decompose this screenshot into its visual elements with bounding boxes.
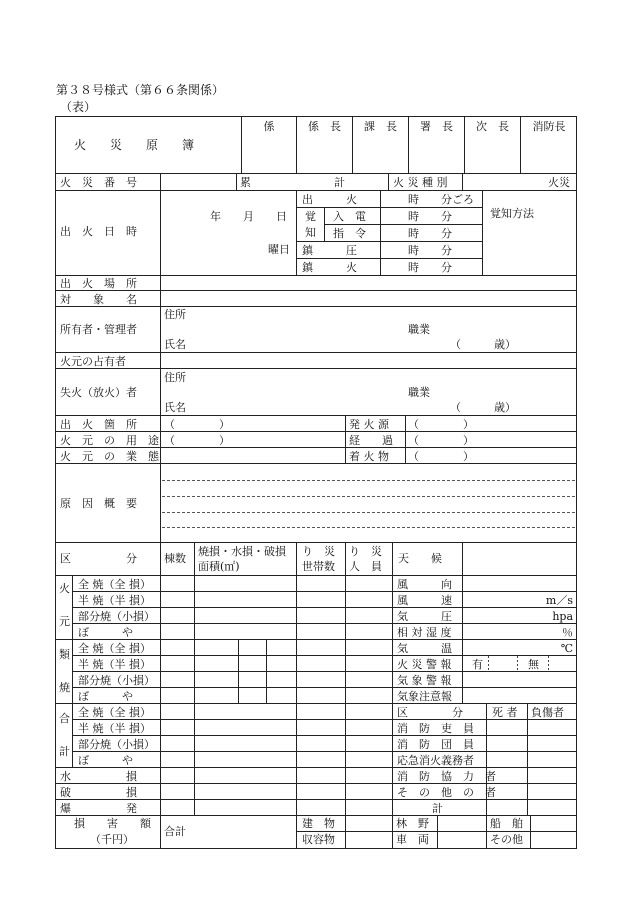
- damage-person-header-2: 人 員: [349, 560, 382, 573]
- sub-partial-1: 部分焼（小損）: [78, 610, 155, 623]
- casualty-row-staff: 消 防 吏 員: [397, 722, 474, 735]
- kakuchi-2: 知: [305, 226, 316, 239]
- casualty-row-corps: 消 防 団 員: [397, 738, 474, 751]
- approval-kacho: 課 長: [364, 120, 397, 133]
- group-origin-2: 元: [59, 615, 70, 628]
- owner-address-label: 住所: [164, 308, 186, 321]
- sub-half-3: 半 焼（半 損）: [78, 722, 151, 735]
- casualty-row-other: そ の 他 の 者: [397, 786, 496, 799]
- event-dispatch: 指 令: [333, 227, 366, 240]
- loss-contents-label: 収容物: [302, 833, 335, 846]
- owner-age: （ 歳）: [450, 338, 516, 351]
- sub-boya-1: ぼ や: [78, 626, 133, 639]
- ignition-weekday: 曜日: [268, 243, 290, 256]
- owner-job-label: 職業: [408, 323, 430, 336]
- loss-vehicle-label: 車 両: [396, 833, 429, 846]
- ignition-source-label: 発 火 源: [349, 418, 389, 431]
- unit-pressure: hpa: [552, 610, 573, 623]
- casualty-injured-header: 負傷者: [531, 706, 564, 719]
- ignition-date: 年 月 日: [210, 210, 287, 223]
- culprit-age: （ 歳）: [450, 401, 516, 414]
- culprit-name-label: 氏名: [164, 401, 186, 414]
- cause-label: 原 因 概 要: [60, 497, 137, 510]
- weather-wind-speed: 風 速: [397, 594, 452, 607]
- sub-full-3: 全 焼（全 損）: [78, 706, 151, 719]
- approval-kakari: 係: [263, 120, 275, 133]
- detection-method: 覚知方法: [490, 207, 534, 220]
- loss-ship-label: 船 舶: [490, 817, 523, 830]
- damage-count-header: 棟数: [164, 552, 186, 565]
- use-label: 火 元 の 用 途: [60, 434, 159, 447]
- owner-label: 所有者・管理者: [60, 323, 137, 336]
- loss-building-label: 建 物: [302, 817, 335, 830]
- approval-jicho: 次 長: [476, 120, 509, 133]
- unit-wind-speed: m／s: [545, 594, 573, 607]
- group-spread-1: 類: [59, 648, 70, 661]
- event-call: 入 電: [333, 210, 366, 223]
- fire-number-label: 火 災 番 号: [60, 176, 137, 189]
- time-dispatch: 時 分: [408, 227, 452, 240]
- weather-humidity: 相 対 湿 度: [397, 626, 452, 639]
- weather-header: 天 候: [398, 552, 442, 565]
- time-outbreak: 時 分ごろ: [408, 193, 474, 206]
- breakage-label: 破 損: [60, 786, 137, 799]
- weather-warning: 気 象 警 報: [397, 674, 452, 687]
- sub-half-2: 半 焼（半 損）: [78, 658, 151, 671]
- use-paren: （ ）: [164, 434, 230, 447]
- group-total-1: 合: [59, 712, 70, 725]
- owner-name-label: 氏名: [164, 338, 186, 351]
- page-title: 火 災 原 簿: [74, 138, 195, 152]
- ignition-label: 出 火 日 時: [60, 225, 137, 238]
- damage-household-header-2: 世帯数: [302, 560, 335, 573]
- fire-type-suffix: 火災: [548, 176, 570, 189]
- first-ignited-paren: （ ）: [408, 450, 474, 463]
- loss-label-1: 損 害 額: [74, 817, 151, 830]
- sub-partial-2: 部分焼（小損）: [78, 674, 155, 687]
- business-label: 火 元 の 業 態: [60, 450, 159, 463]
- fire-type-label: 火 災 種 別: [393, 176, 448, 189]
- cumulative-label: 累: [240, 176, 251, 189]
- weather-fire-warning: 火 災 警 報: [397, 658, 452, 671]
- group-origin-1: 火: [59, 582, 70, 595]
- damage-area-header-1: 焼損・水損・破損: [198, 545, 286, 558]
- event-extinguish: 鎮 火: [302, 261, 357, 274]
- group-total-2: 計: [59, 745, 70, 758]
- weather-advisory: 気象注意報: [397, 690, 452, 703]
- culprit-label: 失火（放火）者: [60, 386, 137, 399]
- total-label: 計: [334, 176, 345, 189]
- occupant-label: 火元の占有者: [60, 355, 126, 368]
- casualty-row-obliged: 応急消火義務者: [397, 754, 474, 767]
- damage-class-header: 区 分: [60, 552, 137, 565]
- form-side: （表）: [60, 100, 97, 114]
- course-label: 経 過: [349, 434, 393, 447]
- casualty-dead-header: 死 者: [492, 706, 518, 719]
- approval-kakaricho: 係 長: [308, 120, 341, 133]
- sub-partial-3: 部分焼（小損）: [78, 738, 155, 751]
- loss-label-2: （千円）: [90, 833, 134, 846]
- time-extinguish: 時 分: [408, 261, 452, 274]
- origin-spot-paren: （ ）: [164, 418, 230, 431]
- fire-warning-yes: 有: [472, 658, 483, 671]
- sub-full-2: 全 焼（全 損）: [78, 642, 151, 655]
- sub-full-1: 全 焼（全 損）: [78, 578, 151, 591]
- approval-shobocho: 消防長: [532, 120, 566, 133]
- origin-spot-label: 出 火 箇 所: [60, 418, 137, 431]
- casualty-total: 計: [432, 802, 443, 815]
- group-spread-2: 焼: [59, 681, 70, 694]
- weather-temp: 気 温: [397, 642, 452, 655]
- casualty-row-cooperator: 消 防 協 力 者: [397, 770, 496, 783]
- ignition-source-paren: （ ）: [408, 418, 474, 431]
- time-control: 時 分: [408, 244, 452, 257]
- time-call: 時 分: [408, 210, 452, 223]
- event-outbreak: 出 火: [302, 193, 357, 206]
- target-label: 対 象 名: [60, 293, 137, 306]
- loss-forest-label: 林 野: [396, 817, 429, 830]
- water-damage-label: 水 損: [60, 770, 137, 783]
- event-control: 鎮 圧: [302, 244, 357, 257]
- sub-boya-3: ぼ や: [78, 754, 133, 767]
- explosion-label: 爆 発: [60, 802, 137, 815]
- form-number: 第３８号様式（第６６条関係）: [56, 83, 225, 97]
- weather-wind-dir: 風 向: [397, 578, 452, 591]
- culprit-job-label: 職業: [408, 386, 430, 399]
- place-label: 出 火 場 所: [60, 277, 137, 290]
- unit-humidity: ％: [562, 626, 573, 639]
- sub-half-1: 半 焼（半 損）: [78, 594, 151, 607]
- damage-person-header-1: り 災: [349, 545, 382, 558]
- course-paren: （ ）: [408, 434, 474, 447]
- damage-household-header-1: り 災: [302, 545, 335, 558]
- loss-other-label: その他: [490, 833, 523, 846]
- damage-area-header-2: 面積(㎡): [198, 560, 240, 573]
- first-ignited-label: 着 火 物: [349, 450, 389, 463]
- casualty-class-header: 区 分: [397, 706, 463, 719]
- kakuchi-1: 覚: [305, 210, 316, 223]
- unit-temp: ℃: [560, 642, 573, 655]
- fire-warning-no: 無: [528, 658, 539, 671]
- approval-shocho: 署 長: [420, 120, 453, 133]
- loss-sum-label: 合計: [164, 825, 186, 838]
- sub-boya-2: ぼ や: [78, 690, 133, 703]
- culprit-address-label: 住所: [164, 371, 186, 384]
- weather-pressure: 気 圧: [397, 610, 452, 623]
